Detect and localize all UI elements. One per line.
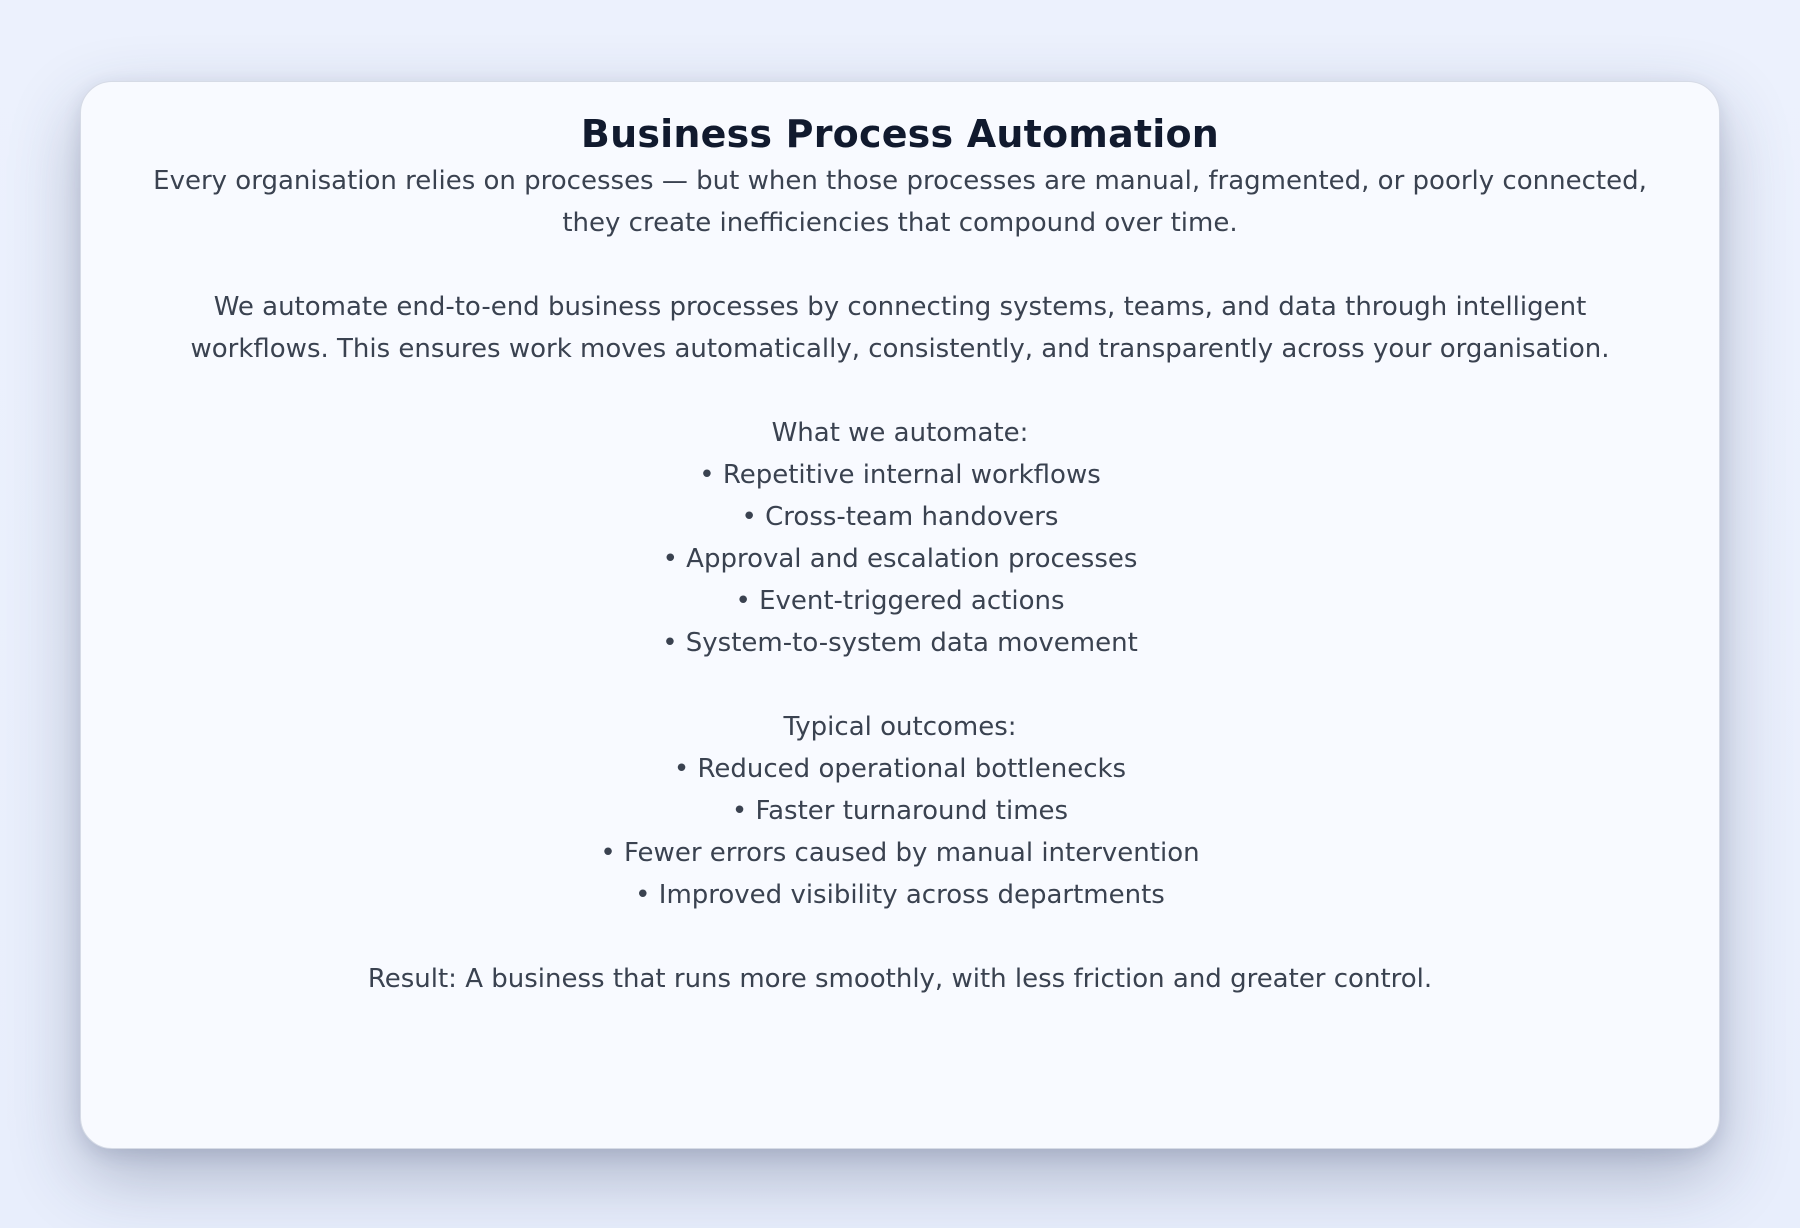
page-title: Business Process Automation: [580, 112, 1220, 156]
automate-section: [141, 412, 1659, 664]
paragraph-spacer: [141, 244, 1659, 286]
automate-list-item: • Approval and escalation processes: [662, 544, 1138, 574]
outcomes-list-item: • Fewer errors caused by manual intervention: [600, 838, 1200, 868]
automate-list-item: • Repetitive internal workflows: [699, 460, 1101, 490]
outcomes-list-item: • Reduced operational bottlenecks: [673, 754, 1127, 784]
automate-list-item: • Event-triggered actions: [735, 586, 1065, 616]
card-body: [141, 160, 1659, 1000]
outcomes-section: [141, 706, 1659, 916]
automate-list-item: • Cross-team handovers: [741, 502, 1059, 532]
intro-paragraph: Every organisation relies on processes — but when those processes are manual, fragmented, or poorly connected, they create inefficiencies that compound over time.: [153, 166, 1647, 238]
outcomes-list-item: • Improved visibility across departments: [635, 880, 1165, 910]
paragraph-spacer: [141, 664, 1659, 706]
automate-list-item: • System-to-system data movement: [662, 628, 1138, 658]
outcomes-list-item: • Faster turnaround times: [731, 796, 1069, 826]
description-paragraph: We automate end-to-end business processes by connecting systems, teams, and data through intelligent workflows. This ensures work moves automatically, consistently, and transparently across your organisation.: [190, 292, 1610, 364]
paragraph-spacer: [141, 916, 1659, 958]
automate-heading: What we automate:: [771, 418, 1029, 448]
result-statement: Result: A business that runs more smoothly, with less friction and greater control.: [367, 964, 1433, 994]
paragraph-spacer: [141, 370, 1659, 412]
outcomes-heading: Typical outcomes:: [783, 712, 1017, 742]
content-card: [80, 81, 1720, 1149]
